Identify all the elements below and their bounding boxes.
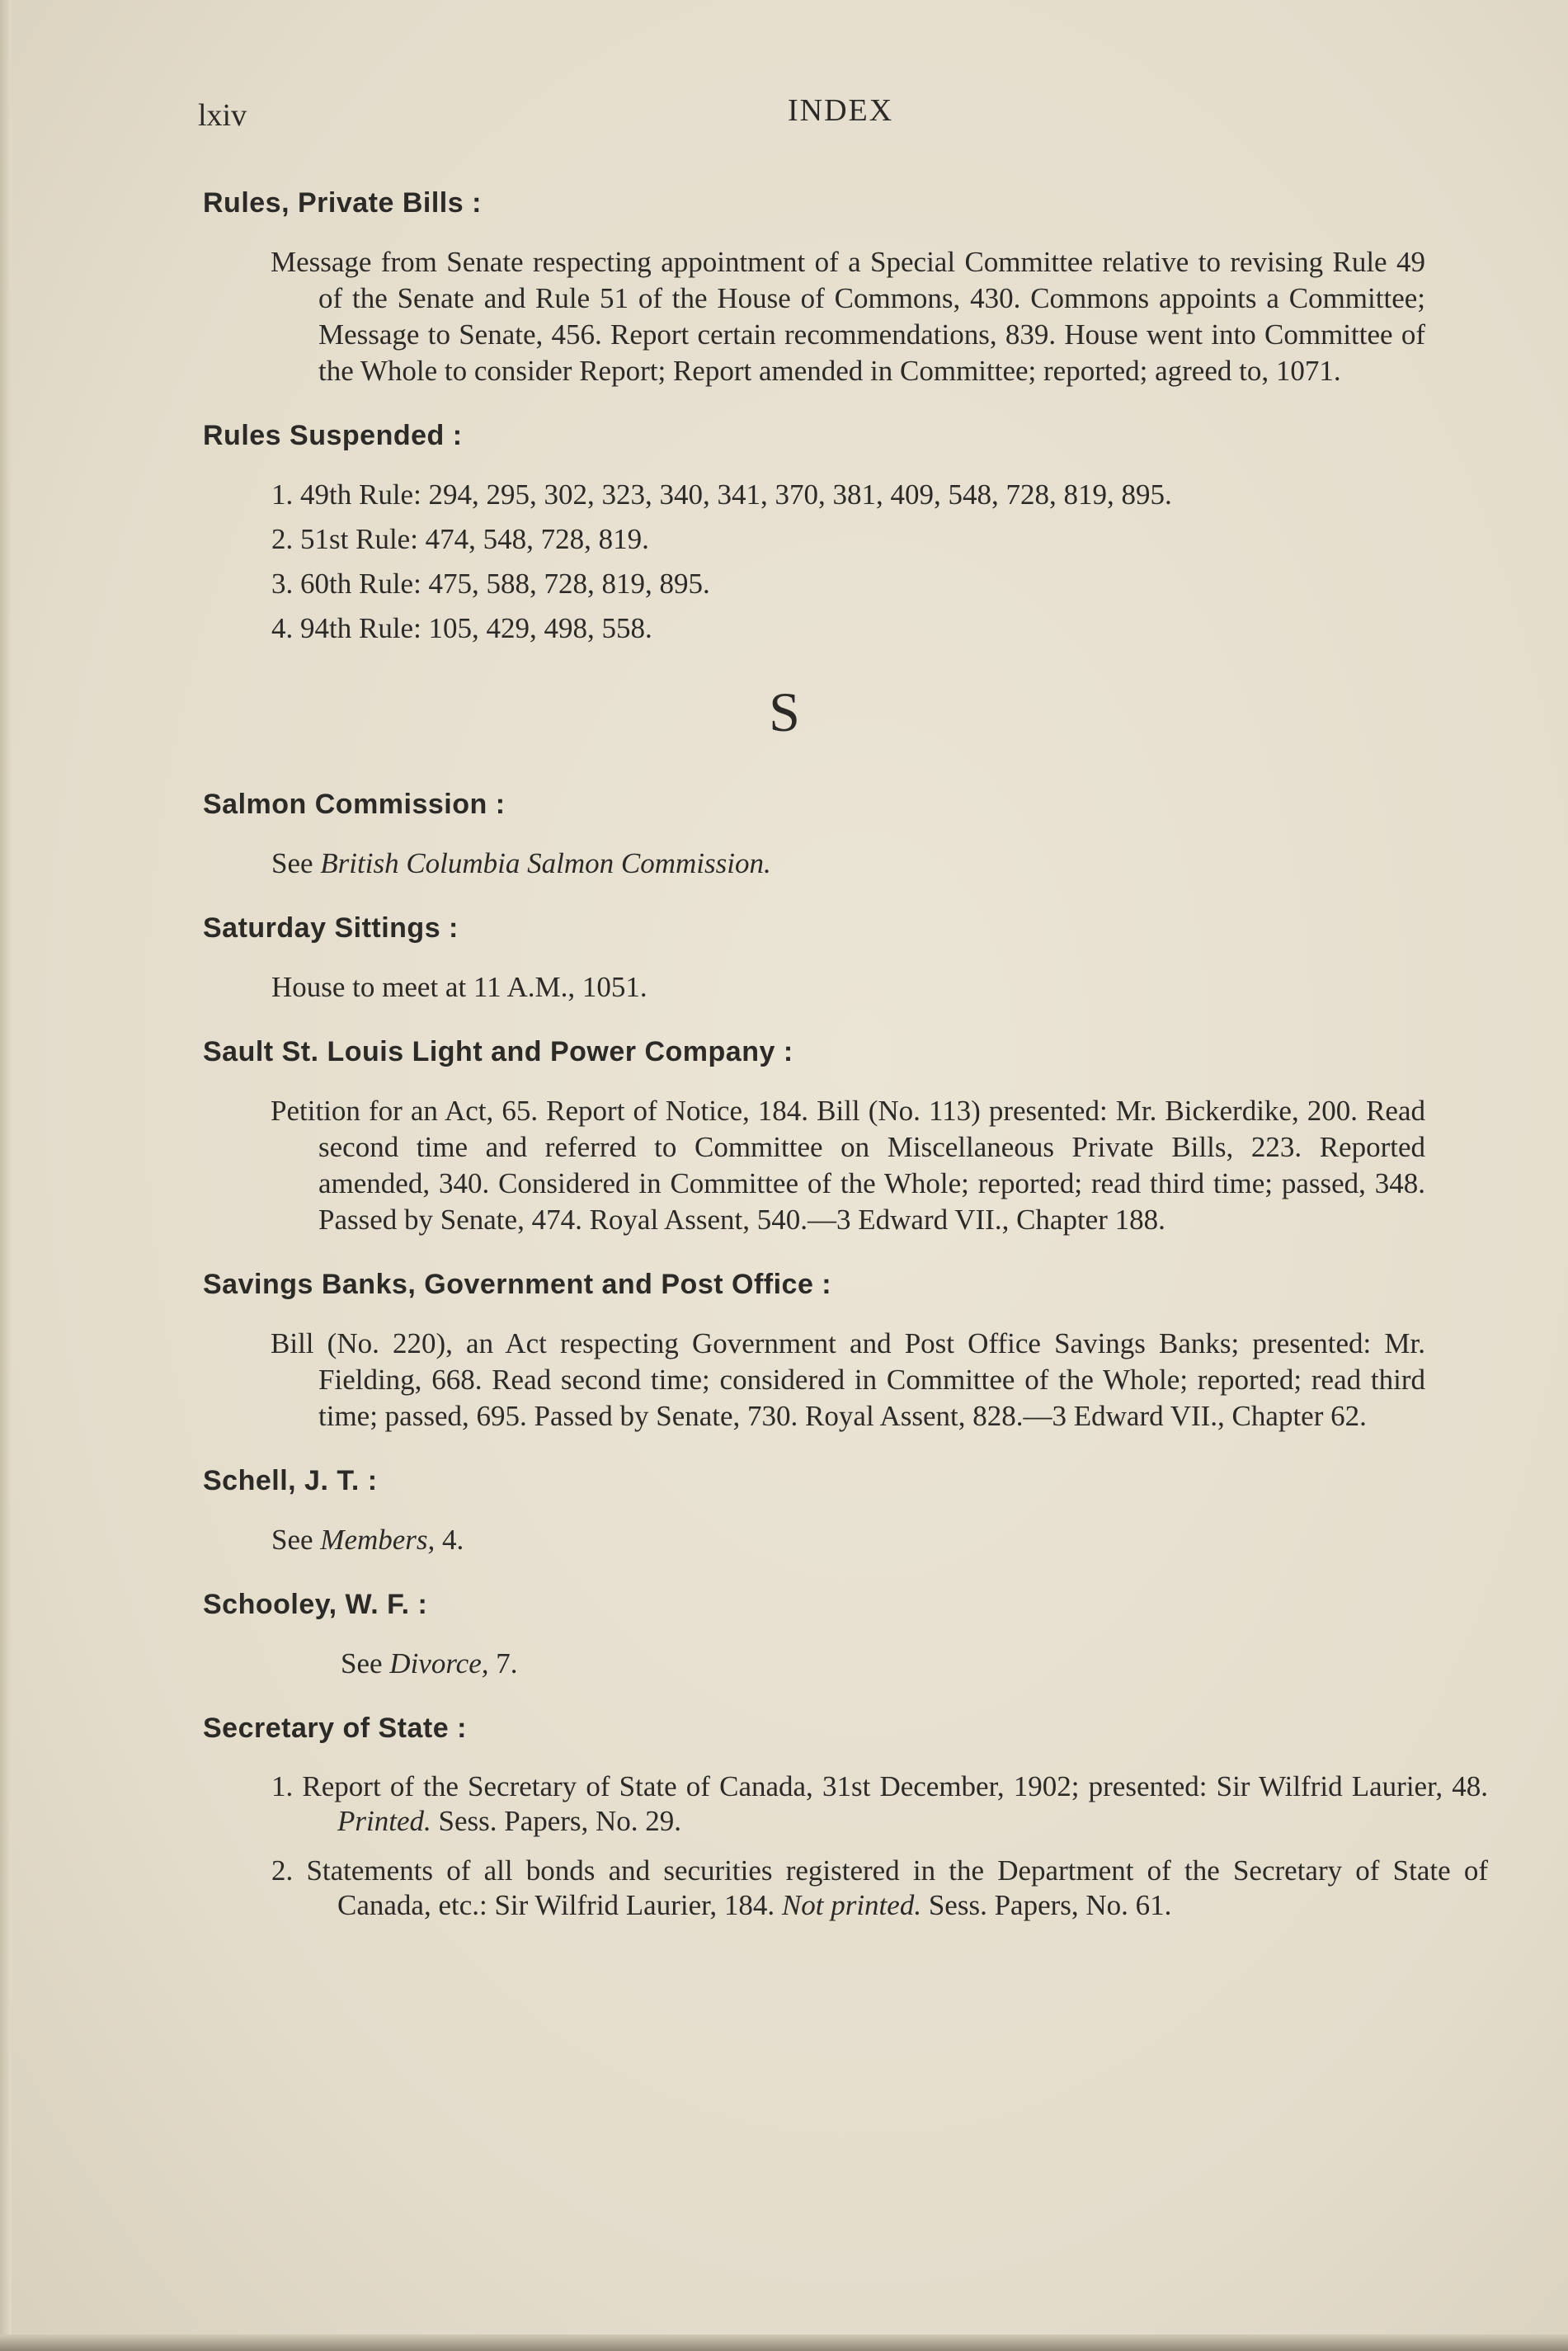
entry-rules-suspended [203,417,1490,647]
entry-see-reference [203,846,1490,882]
item-text: 1. Report of the Secretary of State of Canada, 31st December, 1902; presented: Sir Wilfrid Laurier, 48. [271,1770,1488,1802]
entry-text: House to meet at 11 A.M., 1051. [271,971,647,1003]
entry-heading: Sault St. Louis Light and Power Company : [203,1036,793,1067]
entry-heading: Rules, Private Bills : [203,187,482,219]
rules-suspended-list [203,477,1490,647]
see-target: British Columbia Salmon Commission. [320,847,771,879]
see-label: See [271,847,313,879]
page-left-edge [0,0,12,2351]
entry-text: Bill (No. 220), an Act respecting Government and Post Office Savings Banks; presented: Mr. Fielding, 668. Read second time; considered in Committee of the Whole; reported; read third time; passed, 695. Passed by Senate, 730. Royal Assent, 828.—3 Edward VII., Chapter 62. [271,1327,1425,1432]
entry-sault-st-louis [203,1034,1490,1238]
list-item: 3. 60th Rule: 475, 588, 728, 819, 895. [271,568,710,600]
entry-see-reference [203,1522,1490,1558]
list-item: 2. 51st Rule: 474, 548, 728, 819. [271,523,649,555]
entry-heading: Saturday Sittings : [203,912,459,944]
entry-heading: Rules Suspended : [203,420,463,451]
entry-secretary-of-state [203,1710,1490,1923]
page-bottom-edge [0,2335,1568,2351]
entry-salmon-commission [203,786,1490,882]
secretary-of-state-list [203,1769,1490,1923]
list-item: 1. 49th Rule: 294, 295, 302, 323, 340, 341, 370, 381, 409, 548, 728, 819, 895. [271,478,1172,511]
entry-rules-private-bills [203,185,1490,389]
entry-schooley [203,1586,1490,1682]
entry-text: Message from Senate respecting appointment of a Special Committee relative to revising Rule 49 of the Senate and Rule 51 of the House of Commons, 430. Commons appoints a Committee; Message to Senate, 456. Report certain recommendations, 839. House went into Committee of the Whole to consider Report; Report amended in Committee; reported; agreed to, 1071. [271,246,1425,387]
entry-see-reference [203,1646,1490,1682]
item-text: 2. Statements of all bonds and securities registered in the Department of the Secretary of State of Canada, etc.: Sir Wilfrid Laurier, 184. [271,1854,1488,1921]
item-reference: Sess. Papers, No. 29. [438,1805,682,1837]
entry-heading: Savings Banks, Government and Post Office : [203,1269,832,1300]
list-item: 4. 94th Rule: 105, 429, 498, 558. [271,612,652,644]
entry-text: Petition for an Act, 65. Report of Notice, 184. Bill (No. 113) presented: Mr. Bickerdike, 200. Read second time and referred to Committee on Miscellaneous Private Bills, 223. Reported amended, 340. Considered in Committee of the Whole; reported; read third time; passed, 348. Passed by Senate, 474. Royal Assent, 540.—3 Edward VII., Chapter 188. [271,1095,1425,1236]
entry-savings-banks [203,1266,1490,1435]
page-title: INDEX [788,93,894,128]
list-item [271,1769,1488,1839]
index-content [203,185,1490,1951]
entry-heading: Salmon Commission : [203,789,506,820]
see-target: Divorce, [389,1647,489,1680]
entry-heading: Schell, J. T. : [203,1465,378,1496]
list-item [271,1854,1488,1923]
item-reference: Sess. Papers, No. 61. [928,1889,1172,1921]
see-target: Members, [320,1524,436,1556]
section-letter: S [769,681,800,743]
item-status: Not printed. [781,1889,922,1921]
see-number: 4. [442,1524,464,1556]
see-label: See [341,1647,383,1680]
page-number: lxiv [198,98,247,133]
entry-schell [203,1463,1490,1558]
item-status: Printed. [337,1805,431,1837]
entry-heading: Secretary of State : [203,1713,467,1744]
entry-saturday-sittings [203,910,1490,1006]
entry-heading: Schooley, W. F. : [203,1589,428,1620]
see-label: See [271,1524,313,1556]
see-number: 7. [496,1647,518,1680]
page-header [0,91,1568,140]
